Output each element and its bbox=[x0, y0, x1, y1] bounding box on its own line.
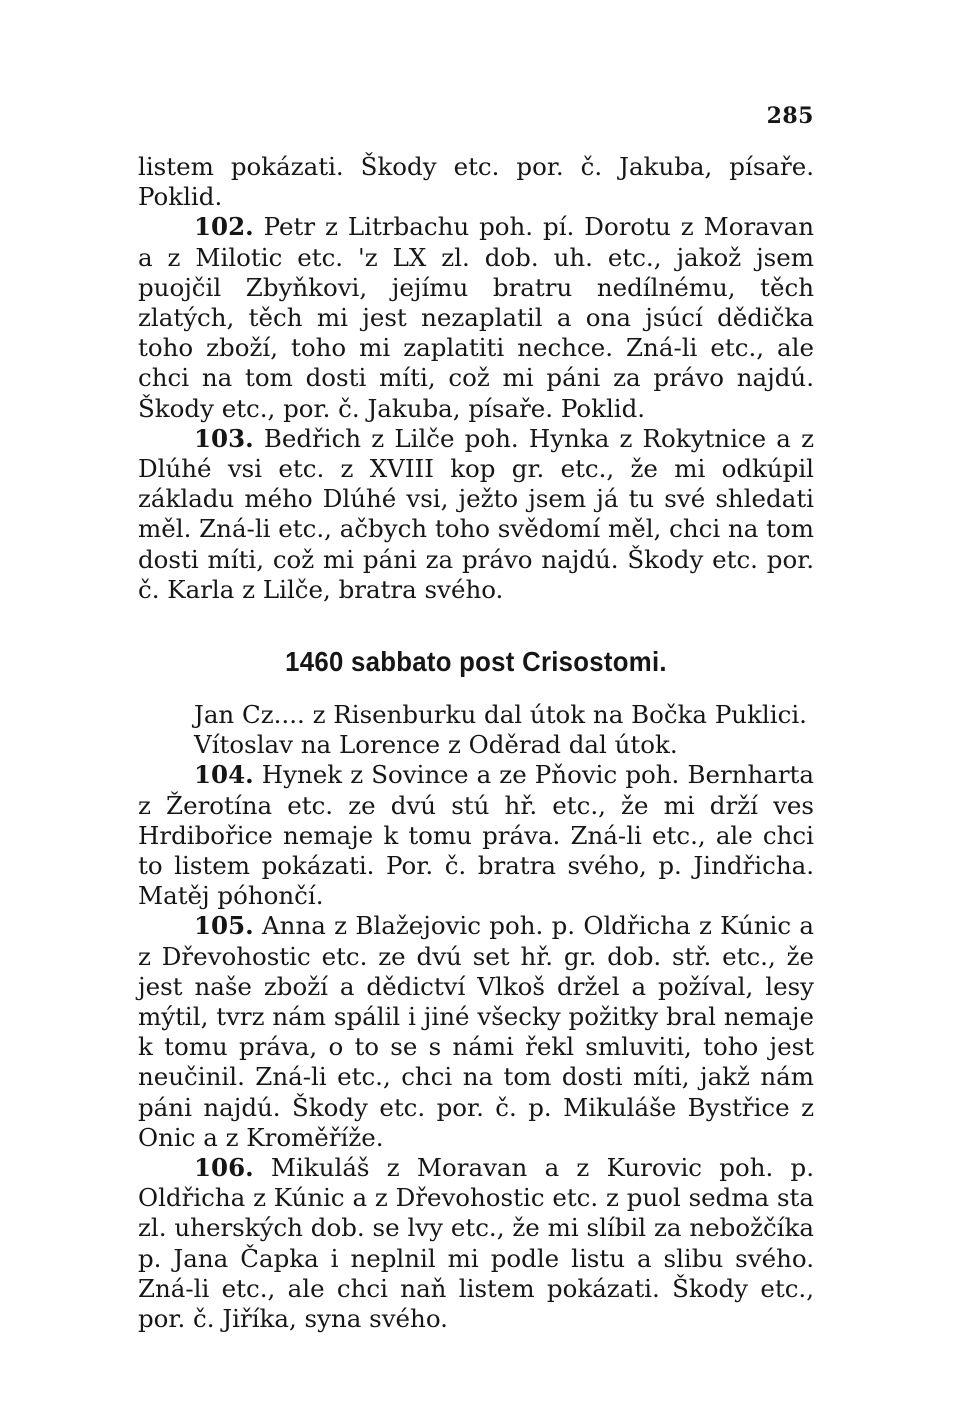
paragraph-text: Anna z Blažejovic poh. p. Oldřicha z Kúnic a z Dřevohostic etc. ze dvú set hř. gr. dob. stř. etc., že jest naše zboží a dědictví Vlkoš držel a požíval, lesy mýtil, tvrz nám spálil i jiné všecky požitky bral nemaje k tomu práva, o to se s námi řekl smluviti, toho jest neučinil. Zná-li etc., chci na tom dosti míti, jakž nám páni najdú. Škody etc. por. č. p. Mikuláše Bystřice z Onic a z Kroměříže. bbox=[138, 911, 814, 1152]
paragraph-text: listem pokázati. Škody etc. por. č. Jakuba, písaře. Poklid. bbox=[138, 152, 814, 212]
entry-number: 102. bbox=[194, 212, 254, 242]
paragraph-text: Bedřich z Lilče poh. Hynka z Rokytnice a z Dlúhé vsi etc. z XVIII kop gr. etc., že mi odkúpil základu mého Dlúhé vsi, ježto jsem já tu své shledati měl. Zná-li etc., ačbych toho svědomí měl, chci na tom dosti míti, což mi páni za právo najdú. Škody etc. por. č. Karla z Lilče, bratra svého. bbox=[138, 423, 814, 604]
paragraph-text: Vítoslav na Lorence z Oděrad dal útok. bbox=[194, 730, 678, 760]
page-number: 285 bbox=[766, 103, 814, 129]
entry-106 bbox=[138, 1153, 814, 1334]
text-block-upper bbox=[138, 152, 814, 605]
entry-102 bbox=[138, 212, 814, 423]
entry-number: 106. bbox=[194, 1153, 254, 1183]
entry-105 bbox=[138, 911, 814, 1153]
paragraph-text: Petr z Litrbachu poh. pí. Dorotu z Moravan a z Milotic etc. 'z LX zl. dob. uh. etc., jakož jsem puojčil Zbyňkovi, jejímu bratru nedílnému, těch zlatých, těch mi jest nezaplatil a ona jsúcí dědička toho zboží, toho mi zaplatiti nechce. Zná-li etc., ale chci na tom dosti míti, což mi páni za právo najdú. Škody etc., por. č. Jakuba, písaře. Poklid. bbox=[138, 212, 814, 423]
section-heading: 1460 sabbato post Crisostomi. bbox=[285, 646, 667, 677]
note-line bbox=[138, 730, 814, 760]
paragraph-text: Mikuláš z Moravan a z Kurovic poh. p. Oldřicha z Kúnic a z Dřevohostic etc. z puol sedma sta zl. uherských dob. se lvy etc., že mi slíbil za nebožčíka p. Jana Čapka i neplnil mi podle listu a slibu svého. Zná-li etc., ale chci naň listem pokázati. Škody etc., por. č. Jiříka, syna svého. bbox=[138, 1153, 814, 1334]
entry-104 bbox=[138, 760, 814, 911]
text-block-lower bbox=[138, 700, 814, 1334]
entry-number: 103. bbox=[194, 423, 254, 453]
paragraph-continuation bbox=[138, 152, 814, 212]
entry-103 bbox=[138, 424, 814, 605]
paragraph-text: Hynek z Sovince a ze Pňovic poh. Bernharta z Žerotína etc. ze dvú stú hř. etc., že mi drží ves Hrdibořice nemaje k tomu práva. Zná-li etc., ale chci to listem pokázati. Por. č. bratra svého, p. Jindřicha. Matěj póhončí. bbox=[138, 760, 814, 911]
note-line bbox=[138, 700, 814, 730]
paragraph-text: Jan Cz.... z Risenburku dal útok na Bočka Puklici. bbox=[194, 700, 807, 729]
entry-number: 104. bbox=[194, 760, 254, 790]
entry-number: 105. bbox=[194, 911, 254, 941]
